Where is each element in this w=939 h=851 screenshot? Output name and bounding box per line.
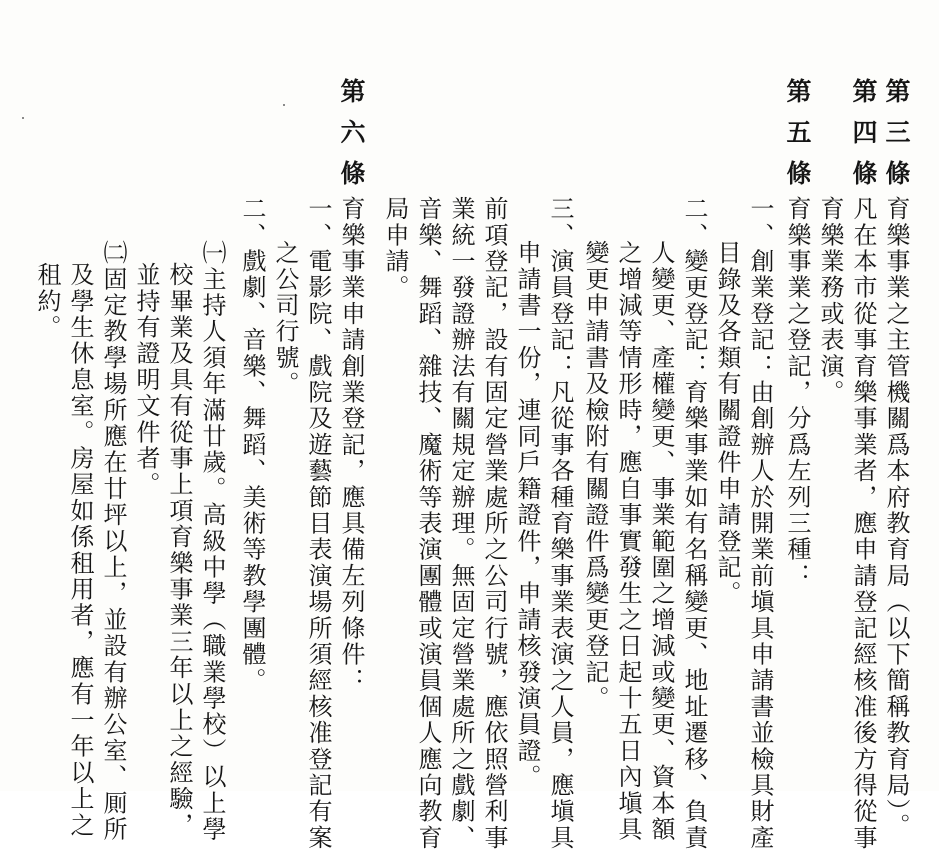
article-heading: 第六條: [337, 78, 366, 201]
text-column: 校畢業及具有從事上項育樂事業三年以上之經驗，: [165, 262, 193, 839]
text-column: 之公司行號。: [271, 240, 299, 398]
text-column: 及學生休息室。房屋如係租用者，應有一年以上之: [66, 262, 94, 839]
text-column: 目錄及各類有關證件申請登記。: [713, 240, 741, 607]
text-column: 局申請。: [381, 196, 409, 301]
article-heading: 第三條: [882, 78, 911, 201]
text-column: ㈠主持人須年滿廿歲。高級中學（職業學校）以上學: [198, 240, 226, 843]
text-column: 育樂事業申請創業登記，應具備左列條件：: [337, 196, 365, 694]
text-column: ㈡固定教學場所應在廿坪以上，並設有辦公室、厠所: [99, 240, 127, 843]
text-column: 業統一發證辦法有關規定辦理。無固定營業處所之戲劇、: [447, 196, 475, 851]
text-column: 一、創業登記：由創辦人於開業前塡具申請書並檢具財產: [746, 196, 774, 851]
article-heading: 第五條: [783, 78, 812, 201]
scan-speck: [283, 104, 285, 106]
text-column: 租約。: [33, 262, 61, 341]
text-column: 三、演員登記：凡從事各種育樂事業表演之人員，應塡具: [546, 196, 574, 851]
text-column: 二、戲劇、音樂、舞蹈、美術等教學團體。: [238, 196, 266, 694]
scan-speck: [22, 117, 24, 119]
text-column: 二、變更登記：育樂事業如有名稱變更、地址遷移、負責: [680, 196, 708, 851]
text-column: 育樂事業之登記，分爲左列三種：: [783, 196, 811, 589]
text-column: 育樂事業之主管機關爲本府教育局（以下簡稱教育局）。: [882, 196, 910, 839]
text-column: 前項登記，設有固定營業處所之公司行號，應依照營利事: [480, 196, 508, 851]
text-column: 凡在本市從事育樂事業者，應申請登記經核准後方得從事: [849, 196, 877, 851]
text-column: 育樂業務或表演。: [816, 196, 844, 406]
text-column: 變更申請書及檢附有關證件爲變更登記。: [581, 240, 609, 712]
article-heading: 第四條: [849, 78, 878, 201]
text-column: 音樂、舞蹈、雜技、魔術等表演團體或演員個人應向教育: [414, 196, 442, 851]
text-column: 並持有證明文件者。: [132, 262, 160, 498]
text-column: 一、電影院、戲院及遊藝節目表演場所須經核准登記有案: [304, 196, 332, 851]
text-column: 申請書一份，連同戶籍證件，申請核發演員證。: [513, 240, 541, 791]
text-column: 之增減等情形時，應自事實發生之日起十五日內塡具: [614, 240, 642, 843]
text-column: 人變更、產權變更、事業範圍之增減或變更、資本額: [647, 240, 675, 843]
